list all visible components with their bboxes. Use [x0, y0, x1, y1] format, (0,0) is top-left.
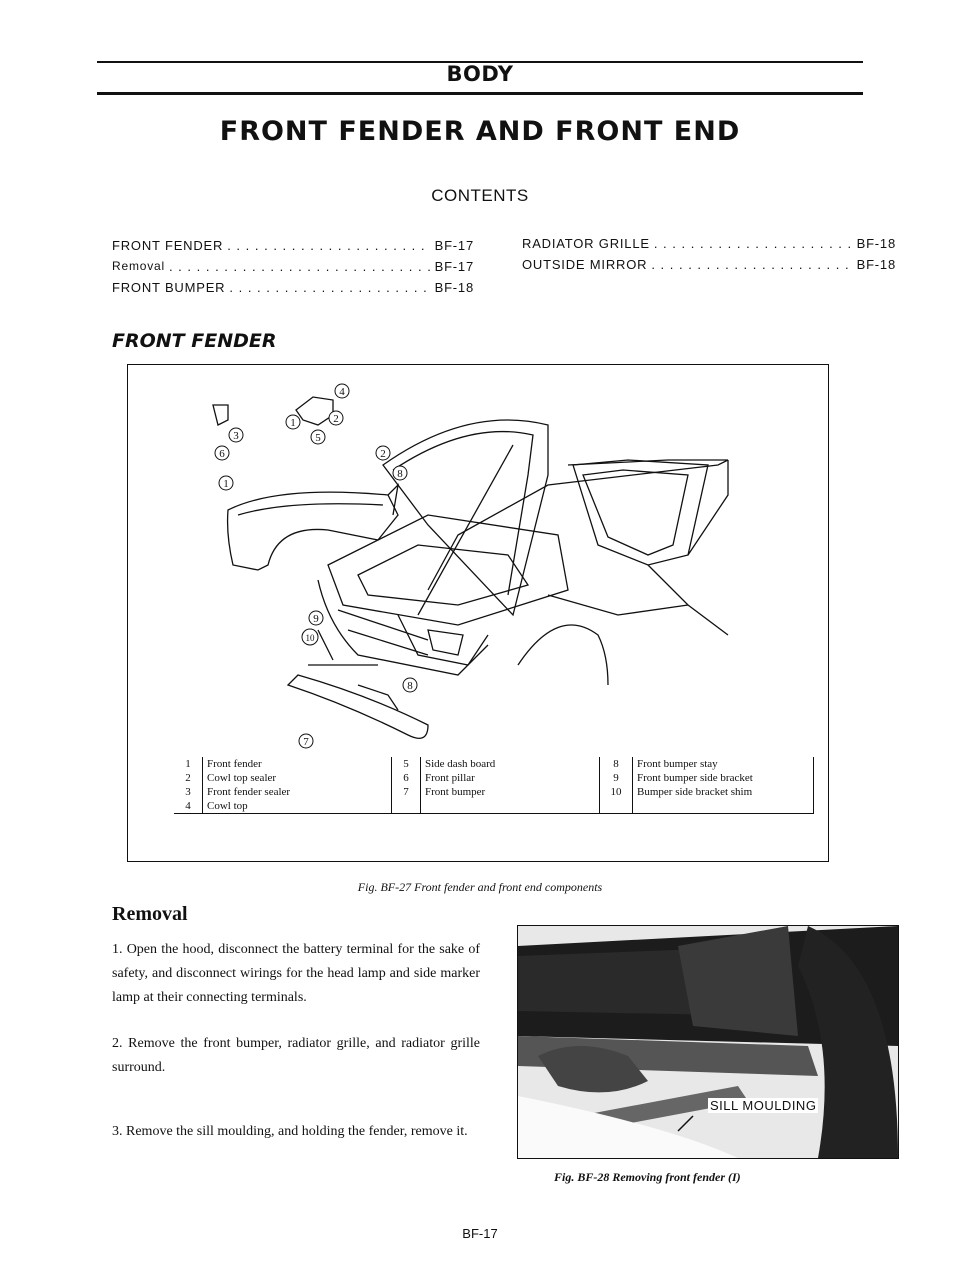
removal-step-1: 1. Open the hood, disconnect the battery terminal for the sake of safety, and disconnect wirings for the head lamp and side marker lamp at their connecting terminals. — [112, 942, 480, 1005]
cowl-top-sealer-part — [296, 397, 333, 425]
svg-text:5: 5 — [315, 432, 321, 444]
legend-num: 4 — [174, 799, 203, 814]
toc-leader — [651, 257, 852, 278]
wheel-arch — [518, 625, 608, 685]
section-heading: FRONT FENDER — [112, 330, 277, 352]
legend-num: 7 — [392, 785, 421, 799]
svg-text:2: 2 — [333, 413, 339, 425]
toc-page: BF-18 — [856, 257, 896, 272]
sill-moulding-label: SILL MOULDING — [710, 1098, 817, 1113]
toc-leader — [227, 238, 430, 259]
legend-name: Front fender sealer — [203, 785, 392, 799]
cowl-top-part — [213, 405, 228, 425]
front-grille-area — [318, 580, 488, 675]
toc-page: BF-18 — [856, 236, 896, 251]
legend-num: 3 — [174, 785, 203, 799]
legend-name: Cowl top sealer — [203, 771, 392, 785]
callout-7 — [299, 734, 313, 748]
legend-name: Cowl top — [203, 799, 392, 814]
legend-num: 5 — [392, 757, 421, 771]
legend-num: 2 — [174, 771, 203, 785]
removal-step-3: 3. Remove the sill moulding, and holding the fender, remove it. — [112, 1124, 468, 1139]
callout-1 — [219, 476, 233, 490]
legend-name — [421, 799, 600, 814]
figure-front-end-components — [127, 364, 829, 862]
svg-text:9: 9 — [313, 613, 319, 625]
car-side — [548, 460, 728, 635]
callout-5 — [311, 430, 325, 444]
legend-num: 10 — [600, 785, 633, 799]
toc-page: BF-17 — [434, 238, 474, 253]
toc-right — [522, 236, 896, 278]
svg-text:2: 2 — [380, 448, 386, 460]
callout-2b — [376, 446, 390, 460]
callout-9 — [309, 611, 323, 625]
page-number: BF-17 — [462, 1226, 498, 1241]
page-title: FRONT FENDER AND FRONT END — [219, 116, 741, 147]
legend-num — [392, 799, 421, 814]
toc-label: FRONT FENDER — [112, 238, 224, 253]
toc-entry[interactable] — [522, 257, 896, 278]
svg-text:3: 3 — [233, 430, 239, 442]
engine-bay — [328, 515, 568, 625]
svg-text:1: 1 — [290, 417, 296, 429]
table-row — [174, 757, 814, 771]
callout-4 — [335, 384, 349, 398]
svg-text:1: 1 — [223, 478, 229, 490]
table-row — [174, 799, 814, 814]
callout-8 — [393, 466, 407, 480]
photo-removing-fender — [517, 925, 899, 1159]
legend-num — [600, 799, 633, 814]
photo-illustration — [518, 926, 898, 1158]
legend-name: Front bumper side bracket — [633, 771, 814, 785]
contents-heading: CONTENTS — [431, 186, 529, 205]
svg-text:4: 4 — [339, 386, 345, 398]
removal-step-2: 2. Remove the front bumper, radiator grille, and radiator grille surround. — [112, 1036, 480, 1075]
toc-page: BF-18 — [434, 280, 474, 295]
callout-8b — [403, 678, 417, 692]
legend-name: Front pillar — [421, 771, 600, 785]
toc-left — [112, 238, 474, 301]
legend-name: Side dash board — [421, 757, 600, 771]
legend-name — [633, 799, 814, 814]
toc-page: BF-17 — [434, 259, 474, 274]
toc-leader — [654, 236, 853, 257]
legend-num: 9 — [600, 771, 633, 785]
toc-label: RADIATOR GRILLE — [522, 236, 650, 251]
toc-entry[interactable] — [112, 238, 474, 259]
svg-text:8: 8 — [407, 680, 413, 692]
callout-1b — [286, 415, 300, 429]
svg-text:7: 7 — [303, 736, 309, 748]
callout-2 — [329, 411, 343, 425]
header-rule-bottom — [97, 92, 863, 95]
toc-entry[interactable] — [112, 280, 474, 301]
legend-name: Front fender — [203, 757, 392, 771]
toc-entry[interactable] — [522, 236, 896, 257]
legend-name: Front bumper — [421, 785, 600, 799]
toc-leader — [229, 280, 430, 301]
svg-text:6: 6 — [219, 448, 225, 460]
legend-num: 8 — [600, 757, 633, 771]
toc-label: Removal — [112, 259, 165, 273]
removal-heading: Removal — [112, 903, 188, 925]
callout-10 — [302, 629, 318, 645]
exploded-view-illustration — [128, 365, 828, 755]
toc-leader — [169, 259, 431, 280]
legend-name: Front bumper stay — [633, 757, 814, 771]
section-header: BODY — [446, 62, 514, 86]
legend-num: 6 — [392, 771, 421, 785]
toc-label: OUTSIDE MIRROR — [522, 257, 648, 272]
toc-entry[interactable] — [112, 259, 474, 280]
toc-label: FRONT BUMPER — [112, 280, 226, 295]
legend-num: 1 — [174, 757, 203, 771]
callout-6 — [215, 446, 229, 460]
callout-3 — [229, 428, 243, 442]
svg-text:8: 8 — [397, 468, 403, 480]
figure-caption-bf27: Fig. BF-27 Front fender and front end components — [357, 880, 603, 894]
figure-caption-bf28: Fig. BF-28 Removing front fender (I) — [554, 1170, 741, 1184]
parts-legend-table — [174, 757, 814, 814]
svg-text:10: 10 — [305, 633, 315, 643]
table-row — [174, 771, 814, 785]
legend-name: Bumper side bracket shim — [633, 785, 814, 799]
table-row — [174, 785, 814, 799]
